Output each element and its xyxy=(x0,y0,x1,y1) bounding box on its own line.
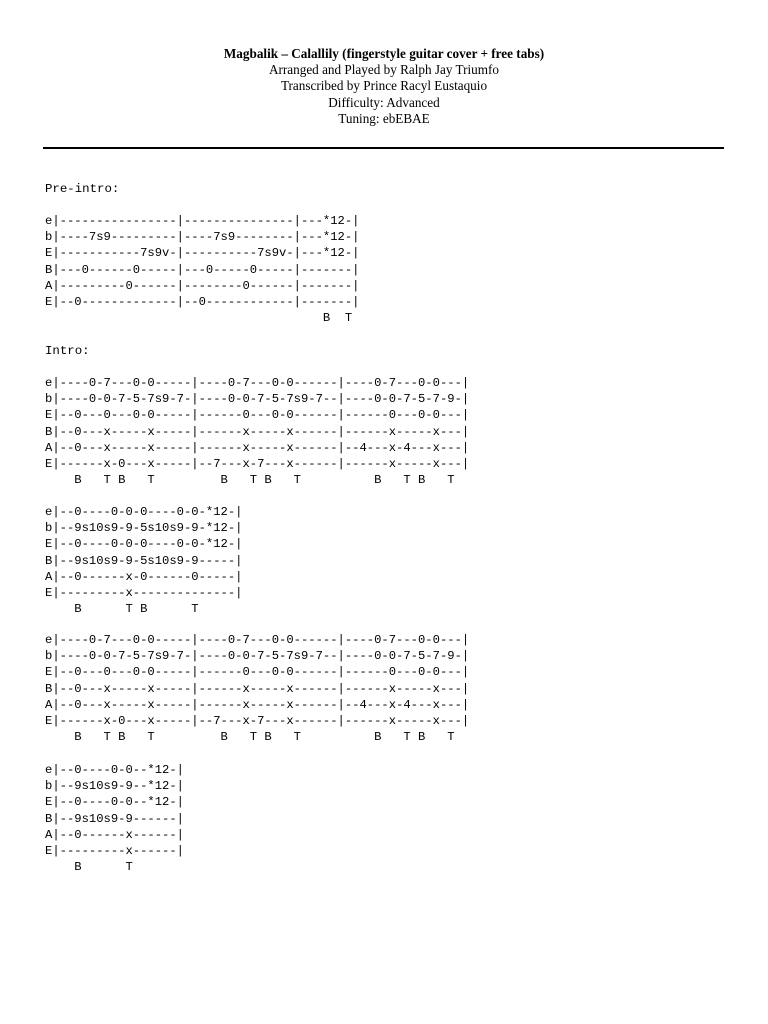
header-divider xyxy=(43,147,724,149)
intro-tab-block-1: e|----0-7---0-0-----|----0-7---0-0------|----0-7---0-0---| b|----0-0-7-5-7s9-7-|----0-0-7-5-7s9-7--|----0-0-7-5-7-9-| E|--0---0---0-0-----|------0---0-0------|------0---0-0---| B|--0---x-----x-----|------x-----x------|------x-----x---| A|--0---x-----x-----|------x-----x------|--4---x-4---x---| E|------x-0---x-----|--7---x-7---x------|------x-----x---| B T B T B T B T B T B T xyxy=(45,376,470,488)
tuning-line: Tuning: ebEBAE xyxy=(338,110,430,126)
intro-tab-block-4: e|--0----0-0--*12-| b|--9s10s9-9--*12-| E|--0----0-0--*12-| B|--9s10s9-9------| A|--0------x------| E|---------x------| B T xyxy=(45,763,184,875)
intro-tab-block-3: e|----0-7---0-0-----|----0-7---0-0------|----0-7---0-0---| b|----0-0-7-5-7s9-7-|----0-0-7-5-7s9-7--|----0-0-7-5-7-9-| E|--0---0---0-0-----|------0---0-0------|------0---0-0---| B|--0---x-----x-----|------x-----x------|------x-----x---| A|--0---x-----x-----|------x-----x------|--4---x-4---x---| E|------x-0---x-----|--7---x-7---x------|------x-----x---| B T B T B T B T B T B T xyxy=(45,633,470,745)
pre-intro-label: Pre-intro: xyxy=(45,182,120,196)
pre-intro-tab: e|----------------|---------------|---*12-| b|----7s9---------|----7s9--------|---*12-| E|-----------7s9v-|----------7s9v-|---*12-| B|---0------0-----|---0-----0-----|-------| A|---------0------|--------0------|-------| E|--0-------------|--0------------|-------| B T xyxy=(45,214,360,326)
intro-tab-block-2: e|--0----0-0-0----0-0-*12-| b|--9s10s9-9-5s10s9-9-*12-| E|--0----0-0-0----0-0-*12-| B|--9s10s9-9-5s10s9-9-----| A|--0------x-0------0-----| E|---------x--------------| B T B T xyxy=(45,505,243,617)
difficulty-line: Difficulty: Advanced xyxy=(328,94,440,110)
transcribed-by-line: Transcribed by Prince Racyl Eustaquio xyxy=(280,78,488,94)
arranged-by-line: Arranged and Played by Ralph Jay Triumfo xyxy=(268,62,500,78)
document-title: Magbalik – Calallily (fingerstyle guitar cover + free tabs) xyxy=(223,46,545,61)
document-header xyxy=(0,46,768,127)
intro-label: Intro: xyxy=(45,344,90,358)
